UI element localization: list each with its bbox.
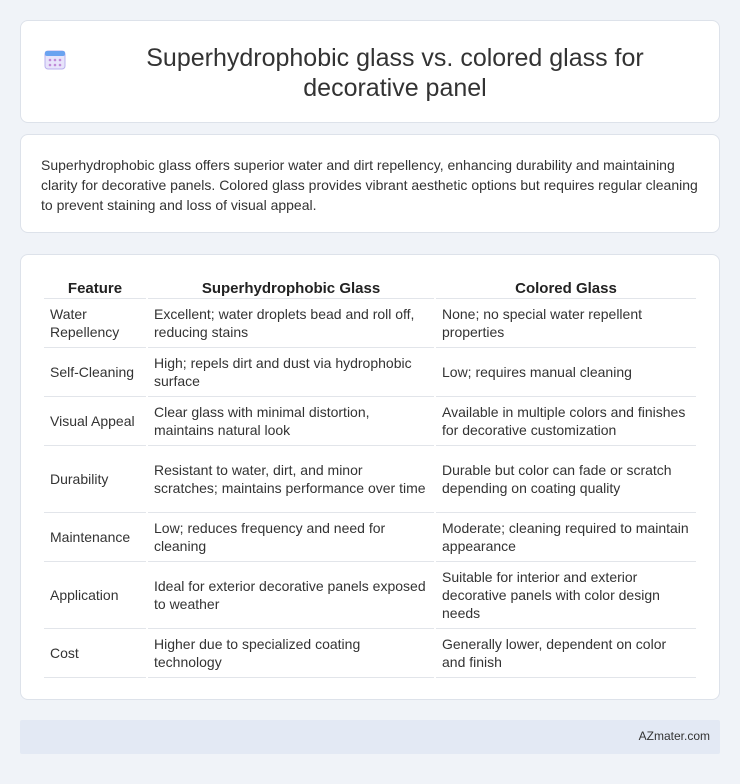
footer-bar (20, 720, 720, 754)
table-header-row (44, 275, 696, 299)
header-feature: Feature (44, 275, 146, 299)
header-colored: Colored Glass (436, 275, 696, 299)
superhydrophobic-cell: Resistant to water, dirt, and minor scratches; maintains performance over time (148, 446, 434, 513)
table-row (44, 397, 696, 446)
superhydrophobic-cell: Excellent; water droplets bead and roll off, reducing stains (148, 299, 434, 348)
superhydrophobic-cell: Low; reduces frequency and need for cleaning (148, 513, 434, 562)
superhydrophobic-cell: Ideal for exterior decorative panels exposed to weather (148, 562, 434, 629)
colored-cell: Available in multiple colors and finishes for decorative customization (436, 397, 696, 446)
page-title: Superhydrophobic glass vs. colored glass for decorative panel (146, 44, 644, 102)
table-row (44, 446, 696, 513)
colored-cell: Suitable for interior and exterior decorative panels with color design needs (436, 562, 696, 629)
colored-cell: Moderate; cleaning required to maintain appearance (436, 513, 696, 562)
table-row (44, 629, 696, 678)
title-card (20, 20, 720, 123)
superhydrophobic-cell: Clear glass with minimal distortion, maintains natural look (148, 397, 434, 446)
comparison-card (20, 254, 720, 700)
feature-cell: Application (44, 562, 146, 629)
comparison-table (42, 275, 698, 678)
summary-text: Superhydrophobic glass offers superior water and dirt repellency, enhancing durability and maintaining clarity for decorative panels. Colored glass provides vibrant aesthetic options but requires regular cleaning to prevent staining and loss of visual appeal. (41, 157, 698, 213)
superhydrophobic-cell: High; repels dirt and dust via hydrophobic surface (148, 348, 434, 397)
colored-cell: None; no special water repellent properties (436, 299, 696, 348)
table-row (44, 299, 696, 348)
colored-cell: Durable but color can fade or scratch depending on coating quality (436, 446, 696, 513)
feature-cell: Durability (44, 446, 146, 513)
superhydrophobic-cell: Higher due to specialized coating technology (148, 629, 434, 678)
feature-cell: Water Repellency (44, 299, 146, 348)
colored-cell: Low; requires manual cleaning (436, 348, 696, 397)
feature-cell: Maintenance (44, 513, 146, 562)
header-superhydrophobic: Superhydrophobic Glass (148, 275, 434, 299)
colored-cell: Generally lower, dependent on color and finish (436, 629, 696, 678)
summary-card (20, 134, 720, 233)
feature-cell: Cost (44, 629, 146, 678)
table-row (44, 562, 696, 629)
table-row (44, 513, 696, 562)
footer-site-link[interactable]: AZmater.com (638, 729, 710, 743)
feature-cell: Self-Cleaning (44, 348, 146, 397)
feature-cell: Visual Appeal (44, 397, 146, 446)
table-row (44, 348, 696, 397)
